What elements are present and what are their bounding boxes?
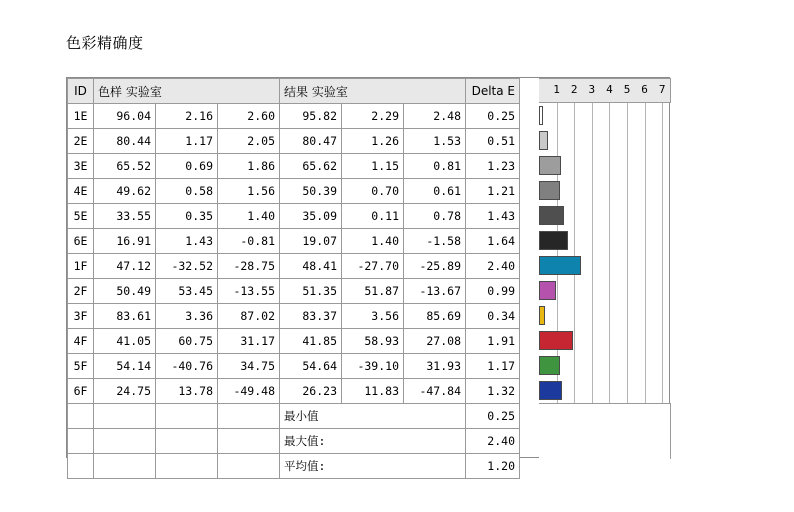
cell-result-b: 27.08 <box>404 329 466 354</box>
cell-result-a: -39.10 <box>342 354 404 379</box>
cell-result-l: 26.23 <box>280 379 342 404</box>
cell-sample-l: 33.55 <box>94 204 156 229</box>
cell-id: 1F <box>68 254 94 279</box>
cell-sample-a: -32.52 <box>156 254 218 279</box>
bar-1e <box>539 106 543 125</box>
summary-blank-3 <box>218 429 280 454</box>
cell-result-a: 1.15 <box>342 154 404 179</box>
cell-delta-e: 1.32 <box>466 379 520 404</box>
axis-tick-label: 1 <box>553 83 560 96</box>
axis-tick-label: 3 <box>588 83 596 96</box>
cell-sample-a: 0.58 <box>156 179 218 204</box>
cell-delta-e: 1.43 <box>466 204 520 229</box>
cell-result-a: 1.26 <box>342 129 404 154</box>
cell-result-b: -13.67 <box>404 279 466 304</box>
cell-sample-l: 16.91 <box>94 229 156 254</box>
table-row <box>68 229 520 254</box>
cell-delta-e: 0.25 <box>466 104 520 129</box>
table-row <box>68 254 520 279</box>
cell-delta-e: 0.34 <box>466 304 520 329</box>
cell-result-l: 83.37 <box>280 304 342 329</box>
summary-blank-2 <box>156 454 218 479</box>
cell-result-a: 0.70 <box>342 179 404 204</box>
cell-sample-b: 31.17 <box>218 329 280 354</box>
cell-id: 5E <box>68 204 94 229</box>
summary-blank-1 <box>94 404 156 429</box>
cell-result-a: 3.56 <box>342 304 404 329</box>
axis-tick-label: 2 <box>570 83 578 96</box>
summary-row-max <box>68 429 520 454</box>
bar-5e <box>539 206 564 225</box>
summary-row-min <box>68 404 520 429</box>
summary-blank-2 <box>156 429 218 454</box>
summary-label-max: 最大值: <box>280 429 466 454</box>
cell-sample-a: 53.45 <box>156 279 218 304</box>
cell-sample-b: -13.55 <box>218 279 280 304</box>
summary-id-blank <box>68 404 94 429</box>
table-row <box>68 179 520 204</box>
chart-plot-area <box>539 103 671 403</box>
axis-tick-label: 4 <box>606 83 613 96</box>
summary-value-min: 0.25 <box>466 404 520 429</box>
cell-result-a: 58.93 <box>342 329 404 354</box>
summary-blank-2 <box>156 404 218 429</box>
cell-sample-b: 2.60 <box>218 104 280 129</box>
cell-result-b: -25.89 <box>404 254 466 279</box>
cell-id: 2F <box>68 279 94 304</box>
cell-sample-a: 0.69 <box>156 154 218 179</box>
table-row <box>68 104 520 129</box>
cell-sample-b: 34.75 <box>218 354 280 379</box>
cell-sample-b: 1.56 <box>218 179 280 204</box>
cell-result-l: 51.35 <box>280 279 342 304</box>
summary-row-avg <box>68 454 520 479</box>
cell-sample-a: 1.43 <box>156 229 218 254</box>
summary-value-max: 2.40 <box>466 429 520 454</box>
bar-2f <box>539 281 556 300</box>
cell-delta-e: 1.91 <box>466 329 520 354</box>
cell-sample-l: 24.75 <box>94 379 156 404</box>
chart-axis-header <box>539 78 671 103</box>
bar-3e <box>539 156 561 175</box>
bar-5f <box>539 356 560 375</box>
summary-blank-1 <box>94 429 156 454</box>
cell-sample-a: 0.35 <box>156 204 218 229</box>
cell-sample-l: 83.61 <box>94 304 156 329</box>
summary-blank-3 <box>218 404 280 429</box>
table-row <box>68 354 520 379</box>
cell-result-l: 80.47 <box>280 129 342 154</box>
cell-id: 6F <box>68 379 94 404</box>
summary-blank-1 <box>94 454 156 479</box>
header-delta-e: Delta E <box>466 79 520 104</box>
gridline <box>662 103 663 403</box>
cell-result-b: 1.53 <box>404 129 466 154</box>
summary-label-avg: 平均值: <box>280 454 466 479</box>
cell-delta-e: 0.99 <box>466 279 520 304</box>
bar-1f <box>539 256 581 275</box>
cell-result-l: 50.39 <box>280 179 342 204</box>
cell-sample-a: 13.78 <box>156 379 218 404</box>
bar-6f <box>539 381 562 400</box>
color-accuracy-table <box>67 78 520 404</box>
summary-value-avg: 1.20 <box>466 454 520 479</box>
gridline <box>574 103 575 403</box>
cell-result-b: 85.69 <box>404 304 466 329</box>
cell-sample-b: 2.05 <box>218 129 280 154</box>
cell-result-a: -27.70 <box>342 254 404 279</box>
table-header-row <box>68 79 520 104</box>
cell-sample-b: -0.81 <box>218 229 280 254</box>
cell-sample-l: 54.14 <box>94 354 156 379</box>
axis-tick-label: 7 <box>658 83 666 96</box>
delta-e-bar-chart <box>539 78 671 459</box>
cell-delta-e: 2.40 <box>466 254 520 279</box>
cell-sample-a: 60.75 <box>156 329 218 354</box>
cell-result-l: 48.41 <box>280 254 342 279</box>
cell-result-a: 11.83 <box>342 379 404 404</box>
table-row <box>68 204 520 229</box>
summary-blank-3 <box>218 454 280 479</box>
cell-result-a: 1.40 <box>342 229 404 254</box>
cell-id: 4E <box>68 179 94 204</box>
cell-sample-a: -40.76 <box>156 354 218 379</box>
gridline <box>627 103 628 403</box>
gridline <box>592 103 593 403</box>
cell-sample-b: -49.48 <box>218 379 280 404</box>
axis-tick-label: 5 <box>623 83 631 96</box>
summary-id-blank <box>68 454 94 479</box>
bar-4f <box>539 331 573 350</box>
cell-sample-b: 87.02 <box>218 304 280 329</box>
cell-result-b: 2.48 <box>404 104 466 129</box>
header-result-lab: 结果 实验室 <box>280 79 466 104</box>
cell-result-l: 41.85 <box>280 329 342 354</box>
cell-result-b: 0.61 <box>404 179 466 204</box>
page-title: 色彩精确度 <box>66 34 144 52</box>
summary-label-min: 最小值 <box>280 404 466 429</box>
cell-result-l: 35.09 <box>280 204 342 229</box>
cell-result-b: 0.81 <box>404 154 466 179</box>
cell-result-l: 54.64 <box>280 354 342 379</box>
table-row <box>68 129 520 154</box>
cell-id: 3F <box>68 304 94 329</box>
cell-result-l: 95.82 <box>280 104 342 129</box>
header-id: ID <box>68 79 94 104</box>
cell-id: 1E <box>68 104 94 129</box>
cell-id: 5F <box>68 354 94 379</box>
cell-sample-l: 50.49 <box>94 279 156 304</box>
cell-delta-e: 1.23 <box>466 154 520 179</box>
cell-id: 2E <box>68 129 94 154</box>
cell-sample-b: -28.75 <box>218 254 280 279</box>
cell-result-a: 2.29 <box>342 104 404 129</box>
cell-result-l: 65.62 <box>280 154 342 179</box>
cell-delta-e: 1.64 <box>466 229 520 254</box>
cell-sample-b: 1.40 <box>218 204 280 229</box>
cell-result-b: 0.78 <box>404 204 466 229</box>
cell-result-b: -47.84 <box>404 379 466 404</box>
cell-result-a: 0.11 <box>342 204 404 229</box>
chart-footer-blank <box>539 403 671 459</box>
cell-sample-l: 49.62 <box>94 179 156 204</box>
table-row <box>68 329 520 354</box>
cell-sample-a: 1.17 <box>156 129 218 154</box>
cell-sample-l: 80.44 <box>94 129 156 154</box>
color-accuracy-panel <box>66 77 670 473</box>
cell-id: 3E <box>68 154 94 179</box>
cell-sample-l: 96.04 <box>94 104 156 129</box>
cell-sample-b: 1.86 <box>218 154 280 179</box>
table-row <box>68 379 520 404</box>
cell-result-b: 31.93 <box>404 354 466 379</box>
cell-sample-a: 3.36 <box>156 304 218 329</box>
bar-4e <box>539 181 560 200</box>
gridline <box>645 103 646 403</box>
summary-id-blank <box>68 429 94 454</box>
cell-sample-a: 2.16 <box>156 104 218 129</box>
header-sample-lab: 色样 实验室 <box>94 79 280 104</box>
axis-tick-label: 6 <box>641 83 648 96</box>
cell-delta-e: 1.17 <box>466 354 520 379</box>
gridline <box>609 103 610 403</box>
bar-6e <box>539 231 568 250</box>
cell-sample-l: 41.05 <box>94 329 156 354</box>
cell-delta-e: 1.21 <box>466 179 520 204</box>
cell-result-a: 51.87 <box>342 279 404 304</box>
bar-2e <box>539 131 548 150</box>
bar-3f <box>539 306 545 325</box>
cell-id: 4F <box>68 329 94 354</box>
cell-result-b: -1.58 <box>404 229 466 254</box>
table-row <box>68 154 520 179</box>
cell-sample-l: 47.12 <box>94 254 156 279</box>
cell-delta-e: 0.51 <box>466 129 520 154</box>
summary-table <box>67 403 520 479</box>
table-row <box>68 304 520 329</box>
table-row <box>68 279 520 304</box>
cell-result-l: 19.07 <box>280 229 342 254</box>
cell-id: 6E <box>68 229 94 254</box>
cell-sample-l: 65.52 <box>94 154 156 179</box>
